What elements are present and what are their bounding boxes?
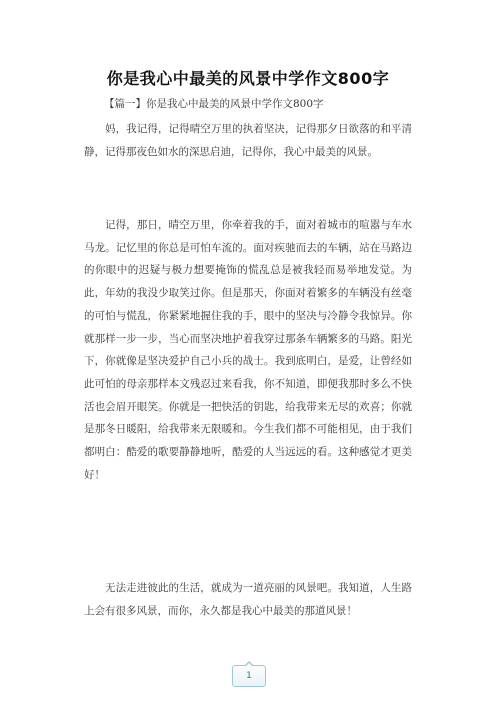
page-number-badge: 1: [232, 665, 266, 687]
paragraph-2: 记得，那日，晴空万里，你牵着我的手，面对着城市的喧嚣与车水马龙。记忆里的你总是可怕车流的。面对疾驰而去的车辆，站在马路边的你眼中的迟疑与极力想要掩饰的慌乱总是被我轻而易举地发觉。为此，年幼的我没少取笑过你。但是那天，你面对着繁多的车辆没有丝毫的可怕与慌乱，你紧紧地握住我的手，眼中的坚决与冷静令我惊异。你就那样一步一步，当心而坚决地护着我穿过那条车辆繁多的马路。阳光下，你就像是坚决爱护自己小兵的战士。我到底明白，是爱，让曾经如此可怕的母亲那样本文残忍过来看我，你不知道，即便我那时多么不快活也会眉开眼笑。你就是一把快活的钥匙，给我带来无尽的欢喜；你就是那冬日暖阳，给我带来无限暖和。今生我们都不可能相见，由于我们都明白：酷爱的歌要静静地听，酷爱的人当远远的看。这种感觉才更美好！: [84, 219, 412, 481]
paragraph-3: 无法走进彼此的生活，就成为一道亮丽的风景吧。我知道，人生路上会有很多风景，而你，永久都是我心中最美的那道风景！: [84, 582, 412, 617]
document-subtitle: 【篇一】你是我心中最美的风景中学作文800字: [104, 98, 324, 110]
document-title: 你是我心中最美的风景中学作文800字: [106, 69, 390, 88]
paragraph-1: 妈，我记得，记得晴空万里的执着坚决，记得那夕日欲落的和平清静，记得那夜色如水的深思启迪，记得你，我心中最美的风景。: [84, 123, 412, 158]
